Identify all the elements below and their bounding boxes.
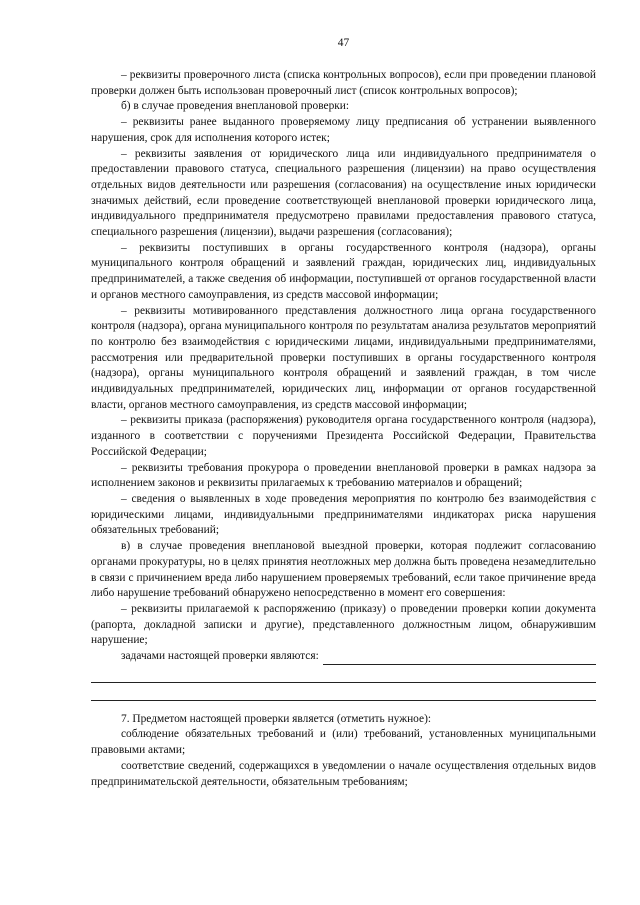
paragraph-complaints: – реквизиты поступивших в органы государственного контроля (надзора), органы муниципального контроля обращений и заявлений граждан, юридических лиц, индивидуальных предпринимателей, а также сведения об информации, поступившей от органов государственной власти и органов местного самоуправления, из средств массовой информации; bbox=[91, 241, 596, 301]
paragraph-document-copy: – реквизиты прилагаемой к распоряжению (приказу) о проведении проверки копии документа (рапорта, докладной записки и другие), представленного должностным лицом, обнаружившим нарушение; bbox=[91, 602, 596, 647]
paragraph-motivated-submission: – реквизиты мотивированного представления должностного лица органа государственного контроля (надзора), органа муниципального контроля по результатам анализа результатов мероприятий по контролю без взаимодействия с юридическими лицами, индивидуальными предпринимателями, рассмотрения или предварительной проверки поступивших в органы государственного контроля (надзора), органы муниципального контроля обращений и заявлений граждан, в том числе индивидуальных предпринимателей, юридических лиц, информации от органов государственной власти, органов местного самоуправления, из средств массовой информации; bbox=[91, 304, 596, 411]
paragraph-prescription: – реквизиты ранее выданного проверяемому лицу предписания об устранении выявленного нарушения, срок для исполнения которого истек; bbox=[91, 116, 596, 144]
paragraph-notification: соответствие сведений, содержащихся в уведомлении о начале осуществления отдельных видов предпринимательской деятельности, обязательным требованиям; bbox=[91, 759, 596, 788]
paragraph-checklist: – реквизиты проверочного листа (списка контрольных вопросов), если при проведении плановой проверки должен быть использован проверочный лист (список контрольных вопросов); bbox=[91, 69, 596, 97]
paragraph-order: – реквизиты приказа (распоряжения) руководителя органа государственного контроля (надзора), изданного в соответствии с поручениями Президента Российской Федерации, Правительства Российской Федерации; bbox=[91, 414, 596, 458]
paragraph-prosecutor: – реквизиты требования прокурора о проведении внеплановой проверки в рамках надзора за исполнением законов и реквизиты прилагаемых к требованию материалов и обращений; bbox=[91, 461, 596, 490]
blank-fill-line-2[interactable] bbox=[91, 683, 596, 701]
paragraph-risk-indicators: – сведения о выявленных в ходе проведения мероприятия по контролю без взаимодействия с юридическими лицами, индивидуальными предпринимателями индикаторах риска нарушения обязательных требований; bbox=[91, 492, 596, 537]
paragraph-application: – реквизиты заявления от юридического лица или индивидуального предпринимателя о предоставлении правового статуса, специального разрешения (лицензии) на право осуществления отдельных видов деятельности или разрешения (согласования) на осуществление иных юридически значимых действий, если проведение соответствующей внеплановой проверки юридического лица, индивидуального предпринимателя предусмотрено правилами предоставления правового статуса, специального разрешения (лицензии), выдачи разрешения (согласования); bbox=[91, 147, 596, 239]
document-page bbox=[91, 0, 596, 790]
paragraph-unscheduled-heading: б) в случае проведения внеплановой проверки: bbox=[121, 100, 350, 113]
page-number: 47 bbox=[337, 37, 350, 49]
blank-fill-line-1[interactable] bbox=[91, 665, 596, 683]
tasks-label: задачами настоящей проверки являются: bbox=[121, 650, 319, 663]
paragraph-onsite-inspection: в) в случае проведения внеплановой выездной проверки, которая подлежит согласованию органами прокуратуры, но в целях принятия неотложных мер должна быть проведена незамедлительно в связи с причинением вреда либо нарушением проверяемых требований, если такое причинение вреда либо нарушение требований обнаружено непосредственно в момент его совершения: bbox=[91, 540, 596, 600]
tasks-row bbox=[91, 649, 596, 665]
paragraph-subject: 7. Предметом настоящей проверки является (отметить нужное): bbox=[121, 712, 432, 725]
tasks-fill-line[interactable] bbox=[323, 652, 596, 665]
paragraph-compliance: соблюдение обязательных требований и (или) требований, установленных муниципальными правовыми актами; bbox=[91, 728, 596, 757]
